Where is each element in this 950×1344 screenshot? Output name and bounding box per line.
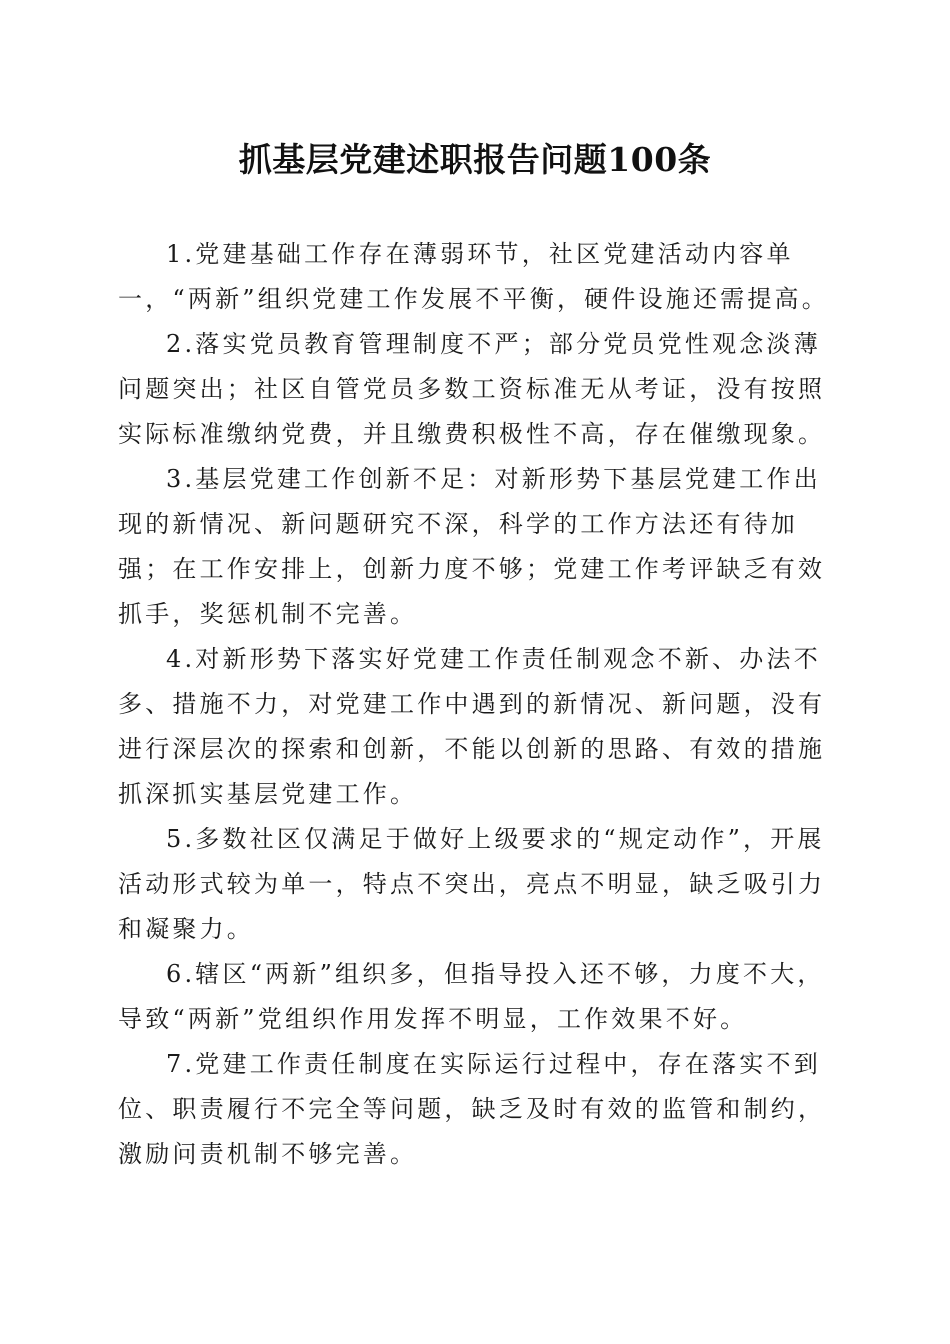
paragraph-4: 4.对新形势下落实好党建工作责任制观念不新、办法不多、措施不力，对党建工作中遇到的新情况、新问题，没有进行深层次的探索和创新，不能以创新的思路、有效的措施抓深抓实基层党建工作。 (118, 645, 826, 808)
paragraph-2: 2.落实党员教育管理制度不严；部分党员党性观念淡薄问题突出；社区自管党员多数工资标准无从考证，没有按照实际标准缴纳党费，并且缴费积极性不高，存在催缴现象。 (118, 330, 826, 448)
paragraph-1: 1.党建基础工作存在薄弱环节，社区党建活动内容单一，“两新”组织党建工作发展不平衡，硬件设施还需提高。 (118, 240, 829, 313)
document-title: 抓基层党建述职报告问题100条 (238, 140, 712, 179)
paragraph-6: 6.辖区“两新”组织多，但指导投入还不够，力度不大，导致“两新”党组织作用发挥不明显，工作效果不好。 (118, 960, 825, 1033)
paragraph-3: 3.基层党建工作创新不足：对新形势下基层党建工作出现的新情况、新问题研究不深，科学的工作方法还有待加强；在工作安排上，创新力度不够；党建工作考评缺乏有效抓手，奖惩机制不完善。 (118, 465, 826, 628)
paragraph-5: 5.多数社区仅满足于做好上级要求的“规定动作”，开展活动形式较为单一，特点不突出，亮点不明显，缺乏吸引力和凝聚力。 (118, 825, 826, 943)
paragraph-7: 7.党建工作责任制度在实际运行过程中，存在落实不到位、职责履行不完全等问题，缺乏及时有效的监管和制约，激励问责机制不够完善。 (118, 1050, 826, 1168)
document-body (118, 232, 830, 1177)
